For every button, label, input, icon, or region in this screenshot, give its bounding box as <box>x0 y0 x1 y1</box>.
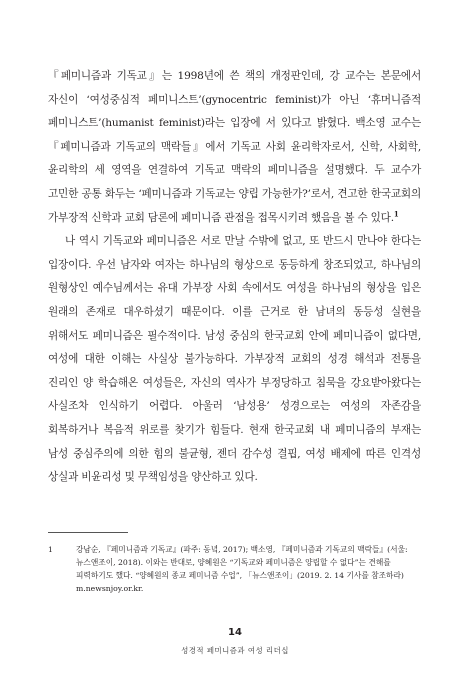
footnote-text: 강남순, 『페미니즘과 기독교』(파주: 동녘, 2017); 백소영, 『페미니즘과 기독교의 맥락들』(서울: 뉴스앤조이, 2018). 이와는 반대로, 양혜원은 “기독교와 페미니즘은 양립할 수 없다”는 견해를 피력하기도 했다. “양혜원의 종교 페미니즘 수업”, 「뉴스앤조이」(2019. 2. 14 기사를 참조하라) m.newsnjoy.or.kr. <box>76 545 408 593</box>
page-number: 14 <box>228 627 242 638</box>
paragraph-1-text: 『페미니즘과 기독교』는 1998년에 쓴 책의 개정판인데, 강 교수는 본문에서 자신이 ‘여성중심적 페미니스트’(gynocentric feminist)가 아닌 ‘휴머니즘적 페미니스트’(humanist feminist)라는 입장에 서 있다고 밝혔다. 백소영 교수는 『페미니즘과 기독교의 맥락들』에서 기독교 사회 윤리학자로서, 신학, 사회학, 윤리학의 세 영역을 연결하여 기독교 맥락의 페미니즘을 설명했다. 두 교수가 고민한 공통 화두는 ‘페미니즘과 기독교는 양립 가능한가?’로서, 견고한 한국교회의 가부장적 신학과 교회 담론에 페미니즘 관점을 접목시키려 했음을 볼 수 있다. <box>48 70 421 224</box>
footnote-reference[interactable]: 1 <box>393 209 399 219</box>
footnote-number: 1 <box>48 545 53 554</box>
paragraph-2: 나 역시 기독교와 페미니즘은 서로 만날 수밖에 없고, 또 반드시 만나야 한다는 입장이다. 우선 남자와 여자는 하나님의 형상으로 동등하게 창조되었고, 하나님의 원형상인 예수님께서는 유대 가부장 사회 속에서도 여성을 하나님의 형상을 입은 원래의 존재로 대우하셨기 때문이다. 이를 근거로 한 남녀의 동등성 실현을 위해서도 페미니즘은 필수적이다. 남성 중심의 한국교회 안에 페미니즘이 없다면, 여성에 대한 이해는 사실상 불가능하다. 가부장적 교회의 성경 해석과 전통을 진리인 양 학습해온 여성들은, 자신의 역사가 부정당하고 침묵을 강요받아왔다는 사실조차 인식하기 어렵다. 아울러 ‘남성용’ 성경으로는 여성의 자존감을 회복하거나 복음적 위로를 찾기가 힘들다. 현재 한국교회 내 페미니즘의 부재는 남성 중심주의에 의한 힘의 불균형, 젠더 감수성 결핍, 여성 배제에 따른 인격성 상실과 비윤리성 및 무책임성을 양산하고 있다. <box>48 235 421 484</box>
body-text <box>48 65 421 490</box>
footnote <box>48 543 421 595</box>
running-footer: 성경적 페미니즘과 여성 리더십 <box>181 646 289 655</box>
paragraph-1 <box>48 65 421 230</box>
footnote-separator <box>48 532 128 533</box>
